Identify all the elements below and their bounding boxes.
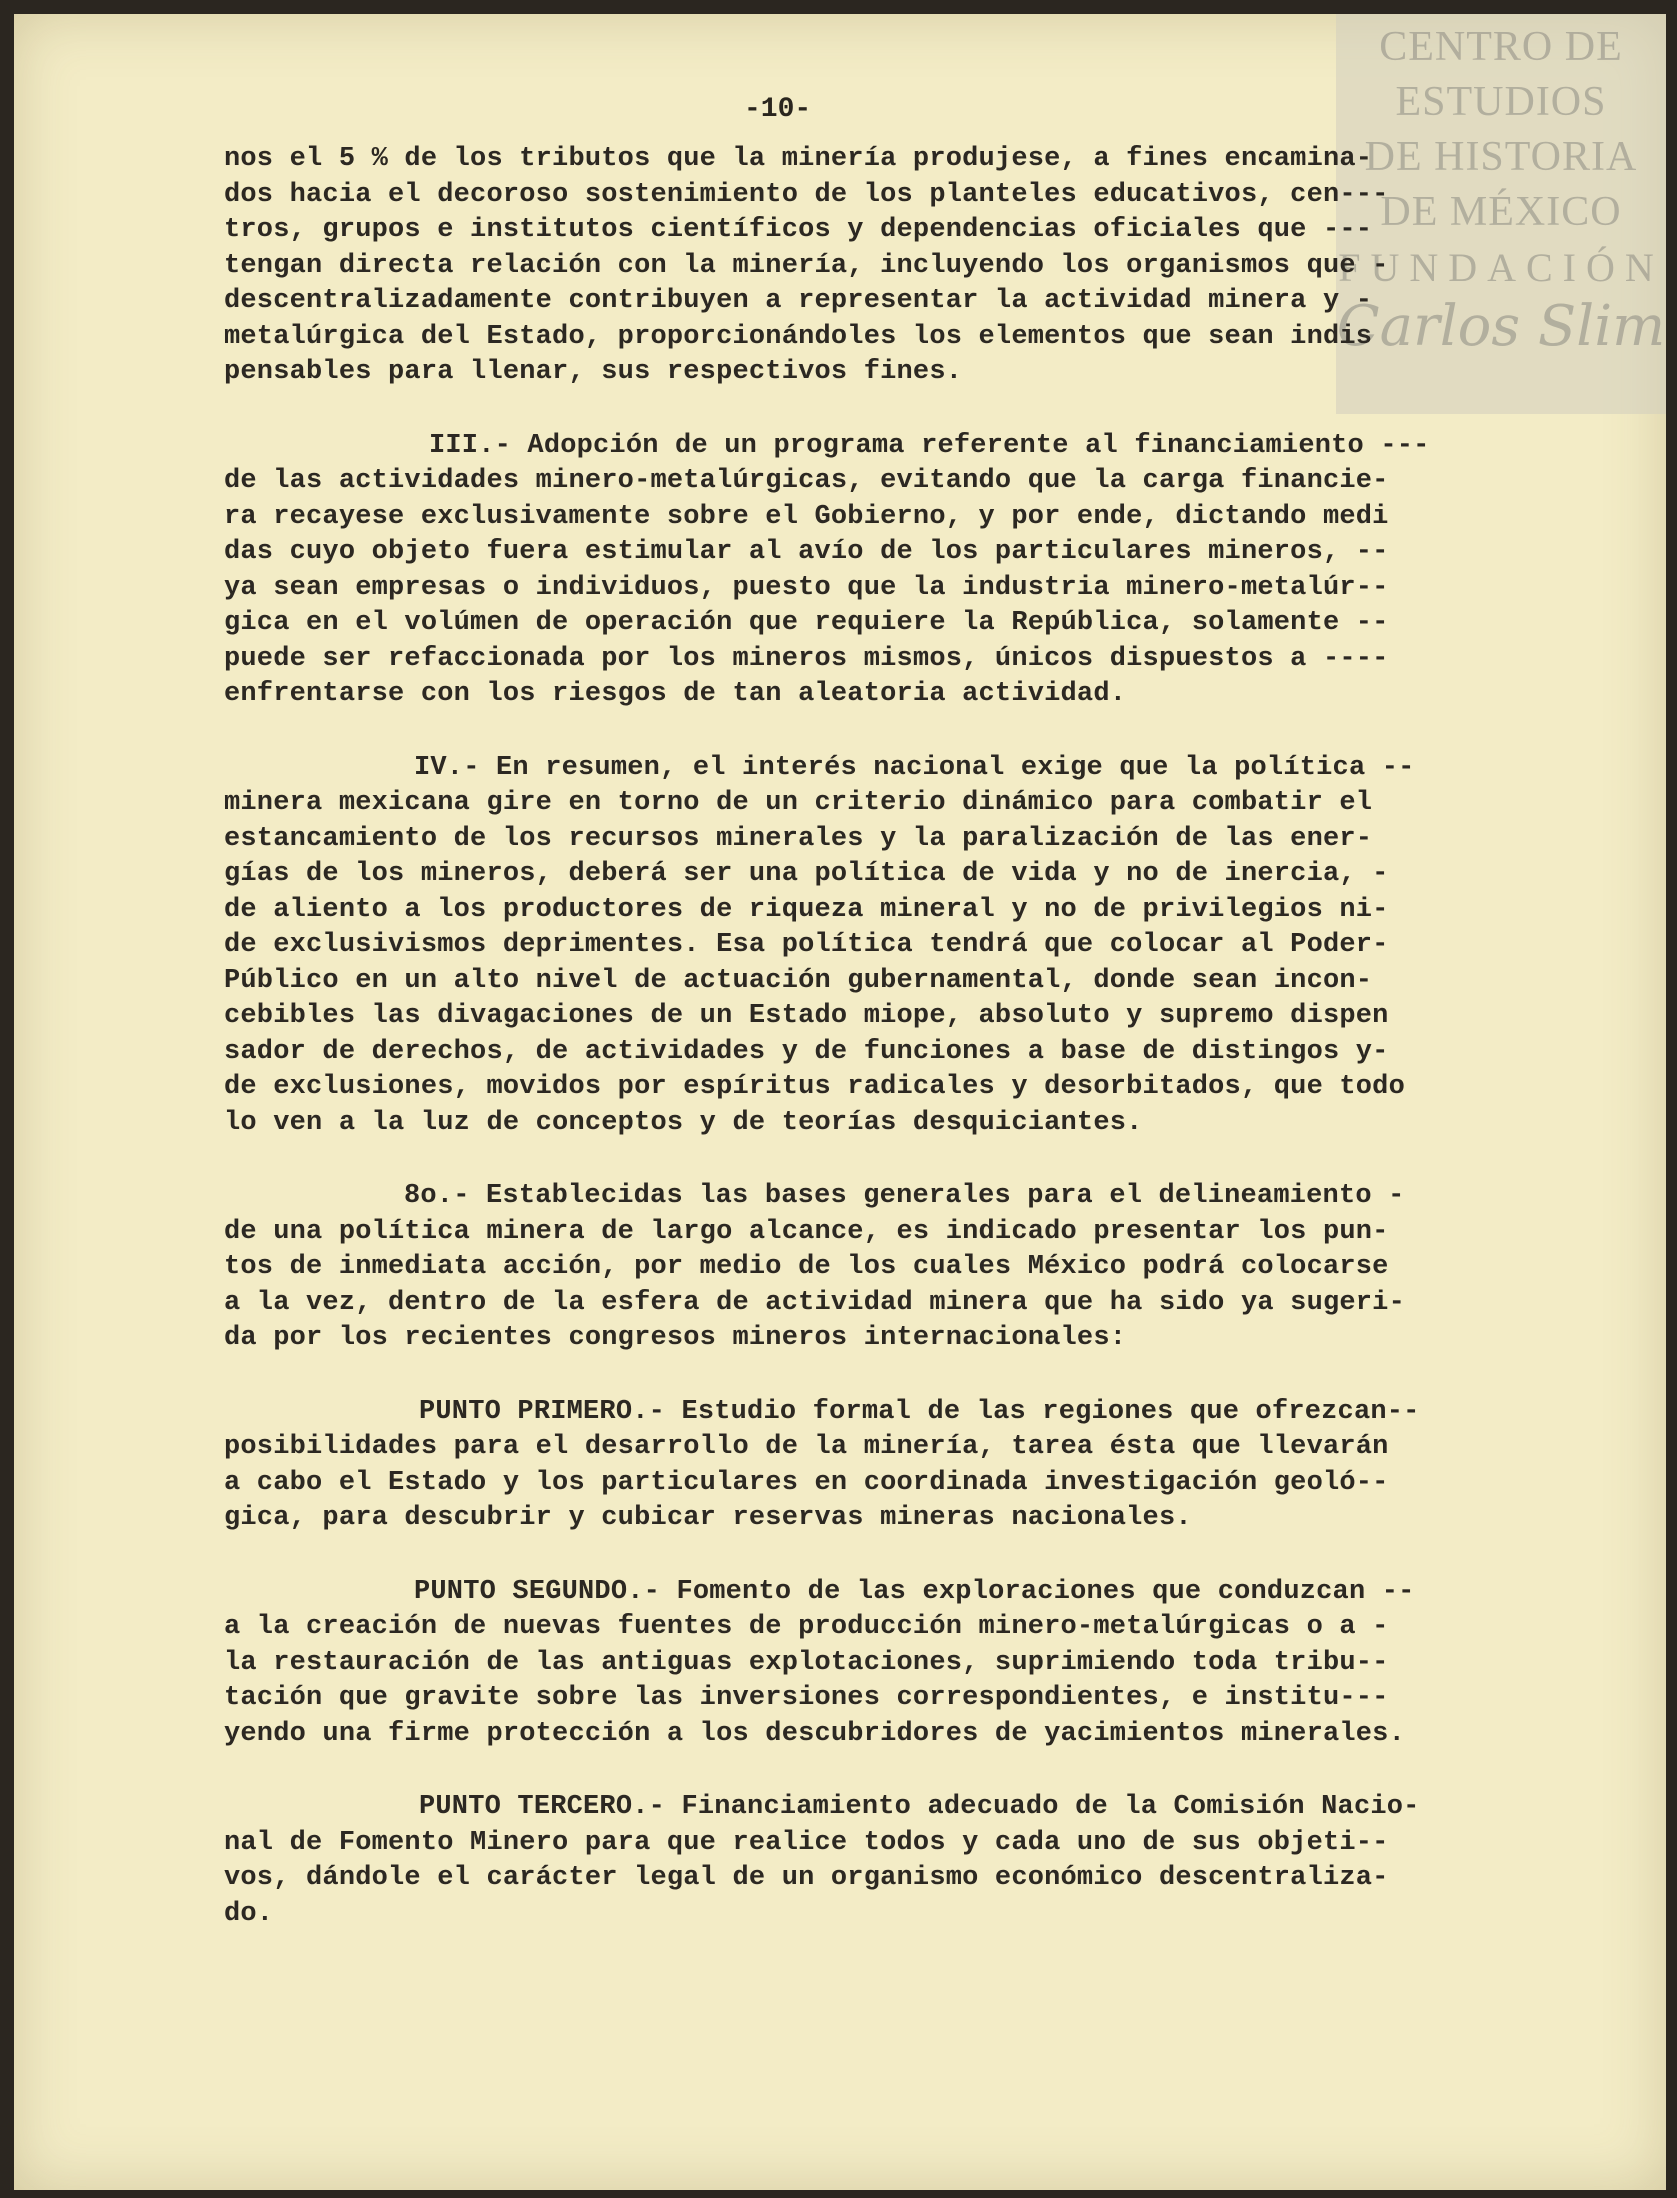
text-line: nal de Fomento Minero para que realice todos y cada uno de sus objeti-- — [224, 1827, 1389, 1858]
text-line: metalúrgica del Estado, proporcionándoles los elementos que sean indis — [224, 321, 1373, 352]
watermark-line-2: ESTUDIOS — [1395, 79, 1607, 125]
watermark-line-3: DE HISTORIA — [1364, 134, 1638, 180]
text-line: gías de los mineros, deberá ser una política de vida y no de inercia, - — [224, 859, 1389, 889]
text-line: PUNTO TERCERO.- Financiamiento adecuado de la Comisión Nacio- — [419, 1792, 1420, 1822]
text-line: 8o.- Establecidas las bases generales para el delineamiento - — [404, 1181, 1405, 1211]
text-line: sador de derechos, de actividades y de funciones a base de distingos y- — [224, 1036, 1389, 1067]
text-line: a la vez, dentro de la esfera de actividad minera que ha sido ya sugeri- — [224, 1287, 1405, 1318]
text-line: de exclusiones, movidos por espíritus radicales y desorbitados, que todo — [224, 1072, 1405, 1102]
text-line: PUNTO PRIMERO.- Estudio formal de las regiones que ofrezcan-- — [419, 1396, 1420, 1427]
text-line: tengan directa relación con la minería, incluyendo los organismos que - — [224, 250, 1389, 281]
text-line: gica en el volúmen de operación que requiere la República, solamente -- — [224, 608, 1389, 638]
watermark-line-4: DE MÉXICO — [1380, 189, 1622, 235]
text-line: cebibles las divagaciones de un Estado miope, absoluto y supremo dispen — [224, 1001, 1389, 1031]
text-line: III.- Adopción de un programa referente al financiamiento --- — [429, 430, 1430, 461]
document-page — [14, 14, 1666, 2190]
text-line: vos, dándole el carácter legal de un organismo económico descentraliza- — [224, 1863, 1389, 1893]
paragraph-continuation — [224, 142, 1604, 391]
paragraph-8o — [224, 1179, 1604, 1357]
text-line: ra recayese exclusivamente sobre el Gobierno, y por ende, dictando medi — [224, 501, 1389, 532]
text-line: do. — [224, 1898, 274, 1929]
text-line: descentralizadamente contribuyen a representar la actividad minera y - — [224, 286, 1373, 316]
document-body — [224, 142, 1604, 1970]
text-line: minera mexicana gire en torno de un criterio dinámico para combatir el — [224, 788, 1373, 818]
text-line: IV.- En resumen, el interés nacional exige que la política -- — [414, 752, 1415, 783]
text-line: a cabo el Estado y los particulares en coordinada investigación geoló-- — [224, 1467, 1389, 1498]
text-line: la restauración de las antiguas explotaciones, suprimiendo toda tribu-- — [224, 1647, 1389, 1678]
text-line: tos de inmediata acción, por medio de los cuales México podrá colocarse — [224, 1252, 1389, 1282]
text-line: lo ven a la luz de conceptos y de teorías desquiciantes. — [224, 1107, 1143, 1138]
watermark-signature: Carlos Slim — [1336, 294, 1666, 359]
paragraph-punto-segundo — [224, 1575, 1604, 1753]
text-line: ya sean empresas o individuos, puesto que la industria minero-metalúr-- — [224, 572, 1389, 603]
text-line: de aliento a los productores de riqueza mineral y no de privilegios ni- — [224, 894, 1389, 925]
text-line: a la creación de nuevas fuentes de producción minero-metalúrgicas o a - — [224, 1612, 1389, 1642]
paragraph-iv — [224, 751, 1604, 1142]
text-line: da por los recientes congresos mineros internacionales: — [224, 1323, 1127, 1353]
text-line: posibilidades para el desarrollo de la minería, tarea ésta que llevarán — [224, 1432, 1389, 1462]
text-line: PUNTO SEGUNDO.- Fomento de las exploraciones que conduzcan -- — [414, 1576, 1415, 1607]
paragraph-iii — [224, 429, 1604, 713]
text-line: de una política minera de largo alcance, es indicado presentar los pun- — [224, 1216, 1389, 1247]
text-line: de exclusivismos deprimentes. Esa política tendrá que colocar al Poder- — [224, 930, 1389, 960]
paragraph-punto-primero — [224, 1395, 1604, 1537]
watermark-line-1: CENTRO DE — [1379, 24, 1623, 70]
text-line: yendo una firme protección a los descubridores de yacimientos minerales. — [224, 1718, 1405, 1749]
text-line: enfrentarse con los riesgos de tan aleatoria actividad. — [224, 679, 1127, 709]
text-line: estancamiento de los recursos minerales y la paralización de las ener- — [224, 823, 1373, 854]
text-line: Público en un alto nivel de actuación gubernamental, donde sean incon- — [224, 965, 1373, 996]
text-line: dos hacia el decoroso sostenimiento de los planteles educativos, cen--- — [224, 179, 1389, 210]
text-line: nos el 5 % de los tributos que la minería produjese, a fines encamina- — [224, 144, 1373, 174]
text-line: das cuyo objeto fuera estimular al avío de los particulares mineros, -- — [224, 537, 1389, 567]
text-line: de las actividades minero-metalúrgicas, evitando que la carga financie- — [224, 466, 1389, 496]
watermark-line-5: FUNDACIÓN — [1338, 245, 1664, 290]
text-line: puede ser refaccionada por los mineros mismos, únicos dispuestos a ---- — [224, 643, 1389, 674]
paragraph-punto-tercero — [224, 1790, 1604, 1932]
page-number: -10- — [744, 94, 812, 125]
text-line: pensables para llenar, sus respectivos fines. — [224, 357, 963, 387]
text-line: gica, para descubrir y cubicar reservas mineras nacionales. — [224, 1503, 1192, 1533]
text-line: tación que gravite sobre las inversiones correspondientes, e institu--- — [224, 1683, 1389, 1713]
text-line: tros, grupos e institutos científicos y dependencias oficiales que --- — [224, 215, 1373, 245]
